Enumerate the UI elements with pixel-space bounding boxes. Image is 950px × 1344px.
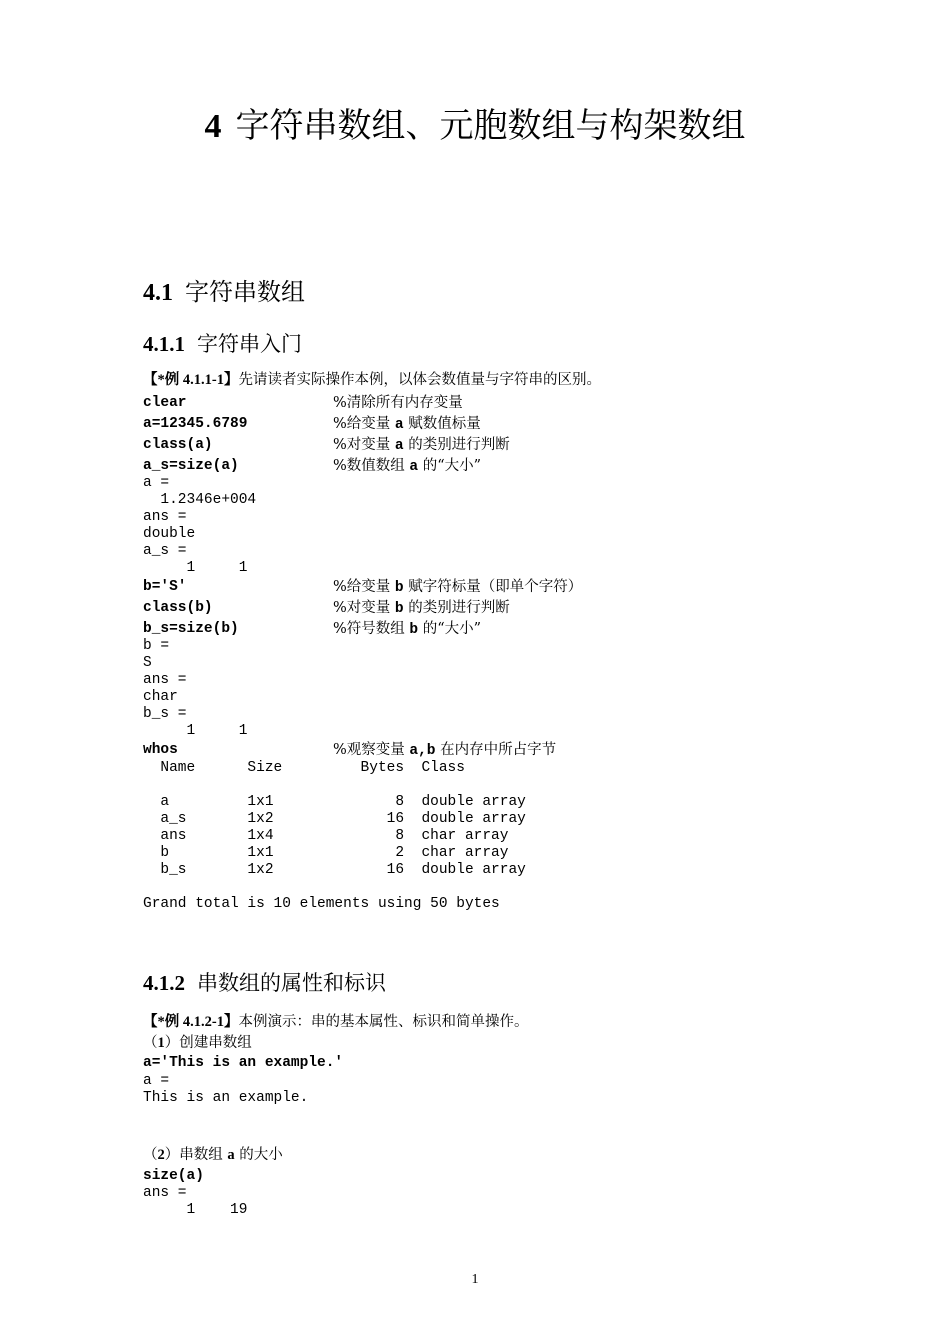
step-heading: （2）串数组 a 的大小 <box>143 1147 283 1163</box>
code-command: b_s=size(b) <box>143 621 239 637</box>
subsection-heading-4-1-2 <box>143 967 386 997</box>
section-title: 字符串数组 <box>185 278 305 306</box>
code-output: S <box>143 655 152 671</box>
code-output: char <box>143 689 178 705</box>
subsection-number: 4.1.2 <box>143 971 185 995</box>
chapter-title-text: 字符串数组、元胞数组与构架数组 <box>235 106 746 146</box>
code-command: a=12345.6789 <box>143 416 248 432</box>
example-intro <box>143 1012 528 1032</box>
code-output: a = <box>143 475 170 491</box>
code-comment: %对变量 a 的类别进行判断 <box>333 437 510 454</box>
code-output: ans = <box>143 1185 187 1201</box>
code-output: ans = <box>143 509 187 525</box>
chapter-title <box>0 98 950 147</box>
example-intro <box>143 370 601 390</box>
whos-row: b_s 1x2 16 double array <box>143 862 526 878</box>
whos-grand-total: Grand total is 10 elements using 50 bytes <box>143 896 500 912</box>
example-text: 本例演示：串的基本属性、标识和简单操作。 <box>238 1014 529 1030</box>
subsection-title: 字符串入门 <box>197 332 302 356</box>
code-command: class(a) <box>143 437 213 453</box>
example-label: 【*例 4.1.2-1】 <box>143 1014 239 1030</box>
page-number: 1 <box>471 1272 479 1287</box>
code-output: ans = <box>143 672 187 688</box>
code-output: 1 19 <box>143 1202 248 1218</box>
code-comment: %给变量 a 赋数值标量 <box>333 416 481 433</box>
code-output: a_s = <box>143 543 187 559</box>
code-comment: %符号数组 b 的“大小” <box>333 621 482 638</box>
step-heading: （1）创建串数组 <box>143 1035 252 1051</box>
code-output: a = <box>143 1073 170 1089</box>
code-command: b='S' <box>143 579 187 595</box>
code-output: 1 1 <box>143 723 248 739</box>
subsection-title: 串数组的属性和标识 <box>197 971 386 995</box>
code-output: b_s = <box>143 706 187 722</box>
section-number: 4.1 <box>143 280 173 306</box>
whos-row: b 1x1 2 char array <box>143 845 509 861</box>
code-comment: %观察变量 a,b 在内存中所占字节 <box>333 742 557 759</box>
code-command: clear <box>143 395 187 411</box>
code-comment: %数值数组 a 的“大小” <box>333 458 482 475</box>
code-comment: %对变量 b 的类别进行判断 <box>333 600 510 617</box>
whos-row: a 1x1 8 double array <box>143 794 526 810</box>
whos-row: a_s 1x2 16 double array <box>143 811 526 827</box>
code-output: double <box>143 526 196 542</box>
example-text: 先请读者实际操作本例，以体会数值量与字符串的区别。 <box>238 372 601 388</box>
code-comment: %给变量 b 赋字符标量（即单个字符） <box>333 579 583 596</box>
code-output: b = <box>143 638 170 654</box>
whos-row: ans 1x4 8 char array <box>143 828 509 844</box>
code-comment: %清除所有内存变量 <box>333 395 463 411</box>
code-command: a_s=size(a) <box>143 458 239 474</box>
whos-header: Name Size Bytes Class <box>143 760 465 776</box>
example-label: 【*例 4.1.1-1】 <box>143 372 239 388</box>
chapter-number: 4 <box>204 108 222 145</box>
code-command: class(b) <box>143 600 213 616</box>
code-command: size(a) <box>143 1168 204 1184</box>
code-output: 1.2346e+004 <box>143 492 257 508</box>
subsection-heading-4-1-1 <box>143 328 302 358</box>
code-command: whos <box>143 742 178 758</box>
code-output: This is an example. <box>143 1090 309 1106</box>
code-output: 1 1 <box>143 560 248 576</box>
subsection-number: 4.1.1 <box>143 332 185 356</box>
code-command: a='This is an example.' <box>143 1055 344 1071</box>
section-heading-4-1 <box>143 272 305 307</box>
